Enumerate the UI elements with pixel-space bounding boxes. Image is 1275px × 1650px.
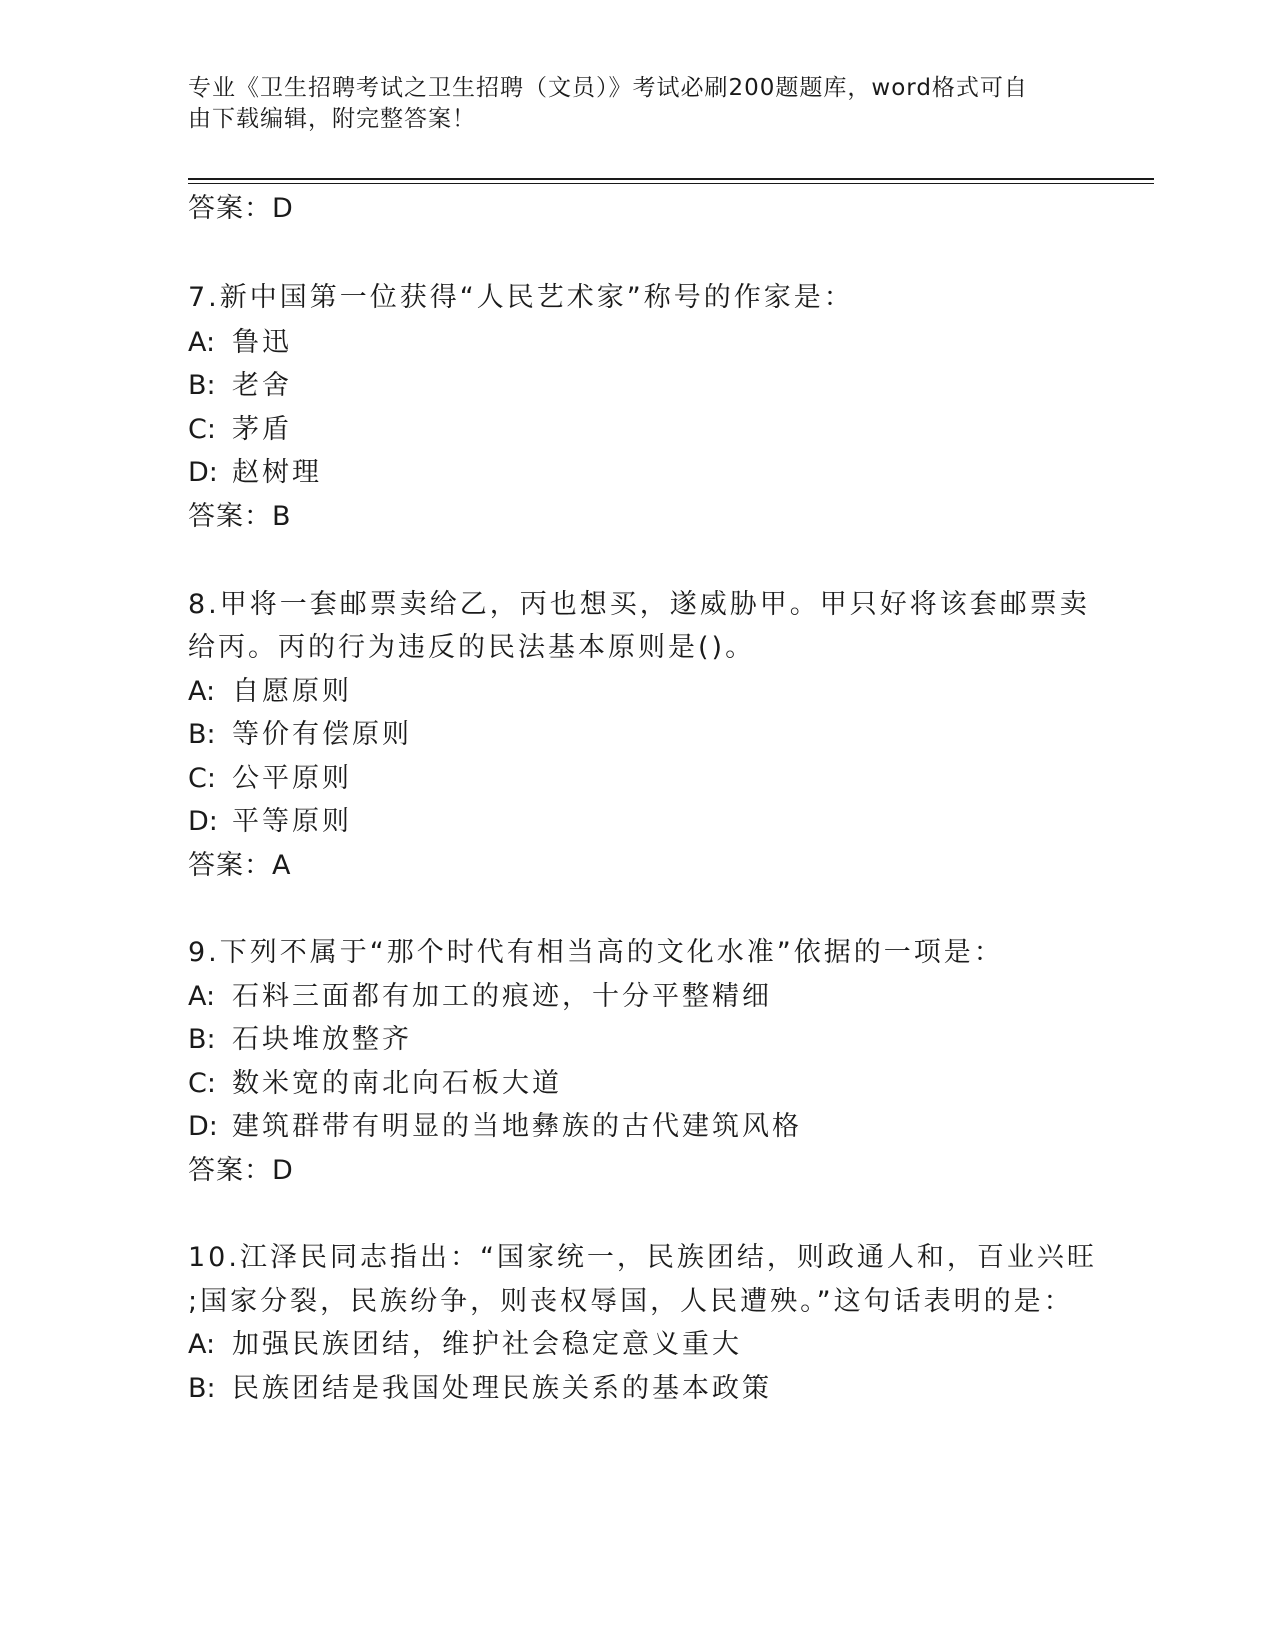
question-7-stem: 7.新中国第一位获得“人民艺术家”称号的作家是：	[188, 282, 854, 313]
question-10-stem-line-2: ;国家分裂，民族纷争，则丧权辱国，人民遭殃。”这句话表明的是：	[188, 1286, 1074, 1317]
header-divider-thin	[188, 183, 1154, 184]
question-7-answer: 答案：B	[188, 501, 292, 532]
question-7-option-c: C: 茅盾	[188, 414, 292, 445]
question-8-option-b: B: 等价有偿原则	[188, 719, 412, 750]
question-10-option-a: A: 加强民族团结，维护社会稳定意义重大	[188, 1329, 742, 1360]
question-9-option-d: D: 建筑群带有明显的当地彝族的古代建筑风格	[188, 1111, 802, 1142]
question-8-stem-line-1: 8.甲将一套邮票卖给乙，丙也想买，遂威胁甲。甲只好将该套邮票卖	[188, 589, 1090, 620]
question-9-answer: 答案：D	[188, 1155, 294, 1186]
question-7-option-d: D: 赵树理	[188, 457, 322, 488]
answer-line: 答案：D	[188, 193, 294, 224]
question-8-option-d: D: 平等原则	[188, 806, 352, 837]
question-9-option-b: B: 石块堆放整齐	[188, 1024, 412, 1055]
header-divider	[188, 178, 1154, 180]
question-8-stem-line-2: 给丙。丙的行为违反的民法基本原则是()。	[188, 632, 756, 663]
question-7-option-b: B: 老舍	[188, 370, 292, 401]
question-8-option-a: A: 自愿原则	[188, 676, 352, 707]
question-10-option-b: B: 民族团结是我国处理民族关系的基本政策	[188, 1373, 772, 1404]
question-7-option-a: A: 鲁迅	[188, 327, 292, 358]
header-line-1: 专业《卫生招聘考试之卫生招聘（文员）》考试必刷200题题库，word格式可自	[188, 75, 1028, 101]
question-8-option-c: C: 公平原则	[188, 763, 352, 794]
question-9-stem: 9.下列不属于“那个时代有相当高的文化水准”依据的一项是：	[188, 937, 1004, 968]
question-9-option-c: C: 数米宽的南北向石板大道	[188, 1068, 562, 1099]
header-line-2: 由下载编辑，附完整答案！	[188, 106, 476, 132]
question-8-answer: 答案：A	[188, 850, 292, 881]
question-10-stem-line-1: 10.江泽民同志指出：“国家统一，民族团结，则政通人和，百业兴旺	[188, 1242, 1097, 1273]
question-9-option-a: A: 石料三面都有加工的痕迹，十分平整精细	[188, 981, 772, 1012]
document-header	[188, 73, 1088, 135]
